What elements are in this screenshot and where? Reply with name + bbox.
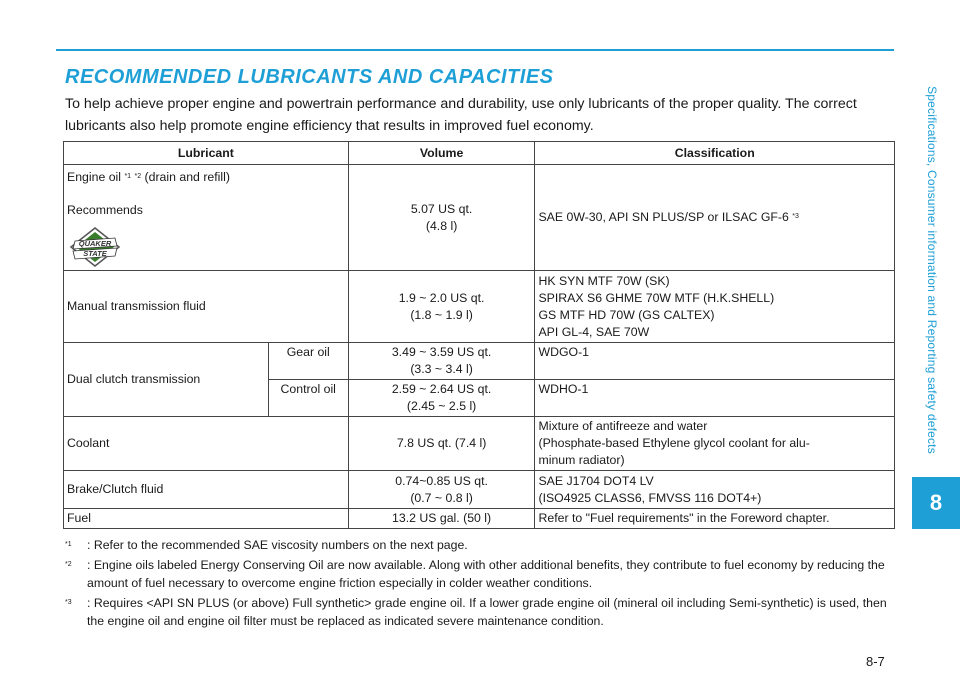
coolant-classification: Mixture of antifreeze and water (Phosphate-based Ethylene glycol coolant for alu- minum radiator) bbox=[535, 417, 895, 471]
intro-paragraph: To help achieve proper engine and powertrain performance and durability, use only lubricants of the proper quality. The correct lubricants also help promote engine efficiency that results in improved fuel economy. bbox=[65, 96, 857, 134]
table-row-coolant bbox=[64, 417, 895, 471]
footnote-2: *2 : Engine oils labeled Energy Conserving Oil are now available. Along with other additional benefits, they contribute to fuel economy by reducing the amount of fuel necessary to overcome engine friction especially in colder weather conditions. bbox=[65, 558, 885, 590]
fuel-classification: Refer to "Fuel requirements" in the Foreword chapter. bbox=[535, 509, 895, 529]
engine-oil-cell bbox=[64, 165, 349, 271]
dct-gear-label: Gear oil bbox=[268, 343, 348, 380]
engine-oil-volume: 5.07 US qt. (4.8 l) bbox=[348, 165, 535, 271]
lubricants-table bbox=[63, 141, 895, 529]
table-row-dct-gear bbox=[64, 343, 895, 380]
table-header-row bbox=[64, 142, 895, 165]
header-classification: Classification bbox=[535, 142, 895, 165]
side-chapter-caption-text: Specifications, Consumer information and Reporting safety defects bbox=[925, 86, 939, 454]
header-lubricant: Lubricant bbox=[64, 142, 349, 165]
logo-text-top: QUAKER bbox=[78, 239, 112, 248]
footnote-ref-2[interactable]: *2 bbox=[134, 173, 142, 180]
footnote-1: *1 : Refer to the recommended SAE viscosity numbers on the next page. bbox=[65, 538, 468, 552]
table-row-fuel bbox=[64, 509, 895, 529]
header-volume: Volume bbox=[348, 142, 535, 165]
dct-gear-volume: 3.49 ~ 3.59 US qt. (3.3 ~ 3.4 l) bbox=[348, 343, 535, 380]
chapter-tab[interactable]: 8 bbox=[912, 477, 960, 529]
footnote-1-mark: *1 bbox=[65, 541, 72, 548]
footnote-2-mark: *2 bbox=[65, 561, 72, 568]
table-row-engine-oil bbox=[64, 165, 895, 271]
dct-control-label: Control oil bbox=[268, 380, 348, 417]
footnotes bbox=[65, 536, 895, 632]
manual-trans-classification: HK SYN MTF 70W (SK) SPIRAX S6 GHME 70W MTF (H.K.SHELL) GS MTF HD 70W (GS CALTEX) API GL-4, SAE 70W bbox=[535, 271, 895, 343]
table-row-brake bbox=[64, 471, 895, 509]
engine-oil-label: Engine oil $^{*1}$ $^{*2}$ (drain and refill) bbox=[67, 170, 230, 184]
fuel-volume: 13.2 US gal. (50 l) bbox=[348, 509, 535, 529]
footnote-ref-1[interactable]: *1 bbox=[124, 173, 132, 180]
manual-trans-label: Manual transmission fluid bbox=[64, 271, 349, 343]
coolant-label: Coolant bbox=[64, 417, 349, 471]
recommends-label: Recommends bbox=[67, 203, 143, 217]
engine-oil-classification: SAE 0W-30, API SN PLUS/SP or ILSAC GF-6 $^{*3}$ bbox=[535, 165, 895, 271]
top-rule bbox=[56, 49, 894, 51]
page-number: 8-7 bbox=[866, 654, 885, 669]
manual-trans-volume: 1.9 ~ 2.0 US qt. (1.8 ~ 1.9 l) bbox=[348, 271, 535, 343]
logo-text-bottom: STATE bbox=[83, 249, 107, 258]
page-title: RECOMMENDED LUBRICANTS AND CAPACITIES bbox=[65, 66, 554, 88]
dct-control-classification: WDHO-1 bbox=[535, 380, 895, 417]
footnote-3-mark: *3 bbox=[65, 599, 72, 606]
brake-label: Brake/Clutch fluid bbox=[64, 471, 349, 509]
quaker-state-logo bbox=[67, 225, 123, 269]
footnote-ref-3[interactable]: *3 bbox=[792, 213, 799, 220]
brake-volume: 0.74~0.85 US qt. (0.7 ~ 0.8 l) bbox=[348, 471, 535, 509]
dct-label: Dual clutch transmission bbox=[64, 343, 269, 417]
fuel-label: Fuel bbox=[64, 509, 349, 529]
side-chapter-caption bbox=[912, 60, 952, 480]
brake-classification: SAE J1704 DOT4 LV (ISO4925 CLASS6, FMVSS 116 DOT4+) bbox=[535, 471, 895, 509]
table-row-manual-transmission bbox=[64, 271, 895, 343]
footnote-3: *3 : Requires <API SN PLUS (or above) Full synthetic> grade engine oil. If a lower grade engine oil (mineral oil including Semi-synthetic) is used, then the engine oil and engine oil filter must be replaced as indicated severe maintenance condition. bbox=[65, 596, 887, 628]
coolant-volume: 7.8 US qt. (7.4 l) bbox=[348, 417, 535, 471]
dct-control-volume: 2.59 ~ 2.64 US qt. (2.45 ~ 2.5 l) bbox=[348, 380, 535, 417]
dct-gear-classification: WDGO-1 bbox=[535, 343, 895, 380]
